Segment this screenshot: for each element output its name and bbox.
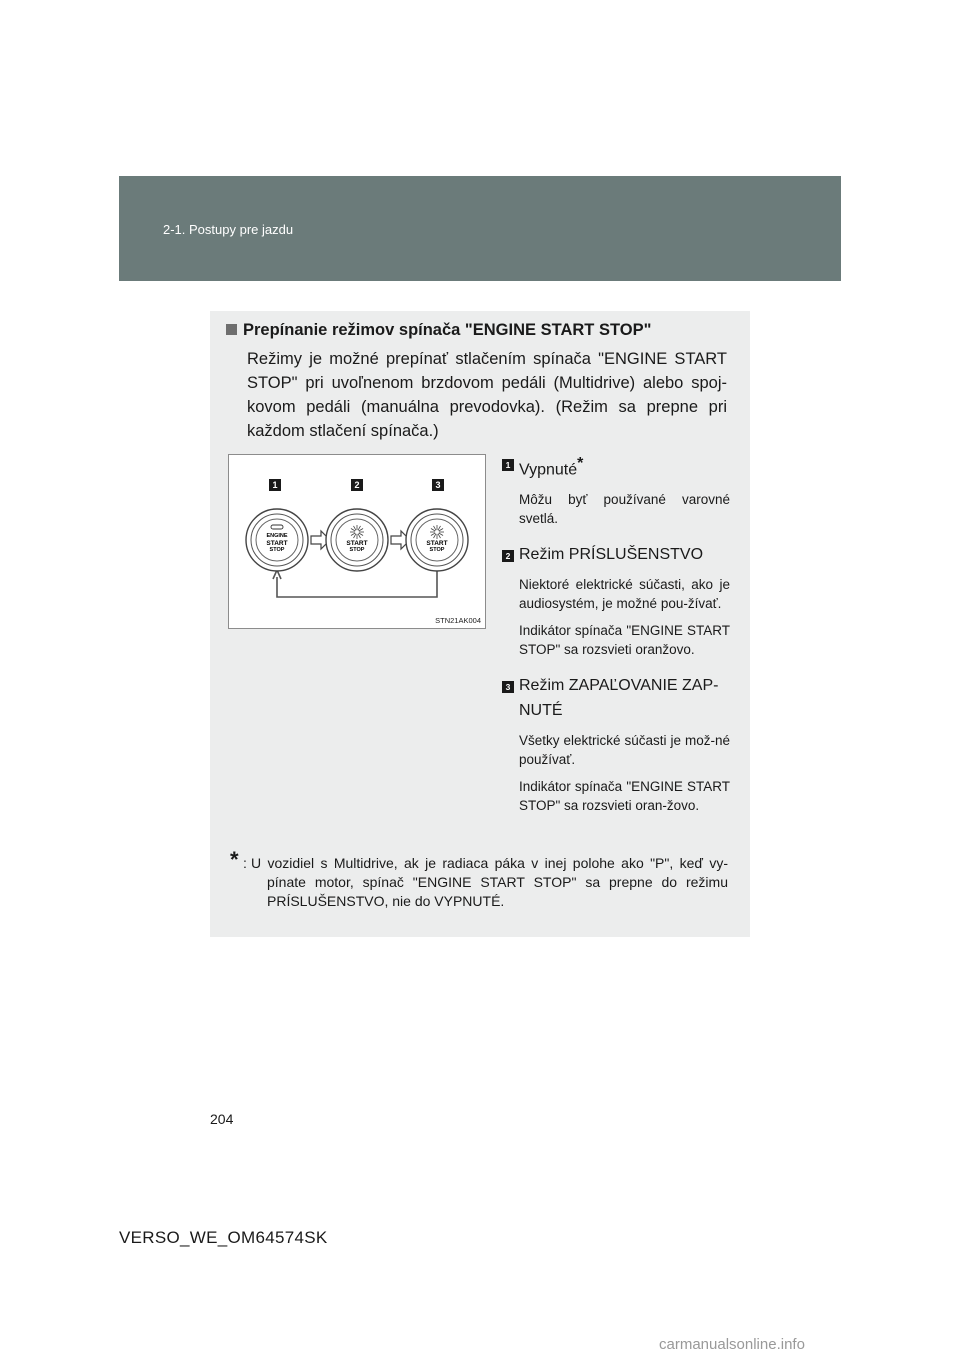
heading-square-icon <box>226 324 237 335</box>
mode-description: Všetky elektrické súčasti je mož-né používať. <box>519 733 730 768</box>
mode-description: Indikátor spínača "ENGINE START STOP" sa rozsvieti oran-žovo. <box>519 779 730 814</box>
mode-title <box>502 451 730 482</box>
svg-text:STOP: STOP <box>349 547 365 553</box>
svg-text:START: START <box>426 540 448 547</box>
document-id: VERSO_WE_OM64574SK <box>119 1228 328 1247</box>
mode-title <box>502 673 730 723</box>
mode-item-off <box>502 451 730 528</box>
mode-title-text: Vypnuté <box>519 461 578 479</box>
mode-description: Indikátor spínača "ENGINE START STOP" sa rozsvieti oranžovo. <box>519 623 730 658</box>
mode-title-text: Režim PRÍSLUŠENSTVO <box>519 546 704 564</box>
mode-title-text: Režim ZAPAĽOVANIE ZAP-NUTÉ <box>519 677 719 720</box>
svg-text:START: START <box>346 540 368 547</box>
intro-paragraph: Režimy je možné prepínať stlačením spínača "ENGINE START STOP" pri uvoľnenom brzdovom pedáli (Multidrive) alebo spoj-kovom pedáli (manuálna prevodovka). (Režim sa prepne pri každom stlačení spínača.) <box>247 350 727 440</box>
figure-code: STN21AK004 <box>435 616 481 625</box>
watermark: carmanualsonline.info <box>659 1336 805 1353</box>
section-title: 2-1. Postupy pre jazdu <box>163 222 294 237</box>
svg-text:3: 3 <box>435 480 441 490</box>
info-panel <box>210 311 750 937</box>
heading-text: Prepínanie režimov spínača "ENGINE START STOP" <box>243 321 652 339</box>
panel-heading <box>226 321 651 340</box>
mode-number-badge: 1 <box>502 459 514 471</box>
mode-number-badge: 2 <box>502 550 514 562</box>
svg-text:2: 2 <box>354 480 360 490</box>
svg-text:START: START <box>266 540 288 547</box>
mode-title <box>502 542 730 567</box>
svg-text:STOP: STOP <box>429 547 445 553</box>
switch-mode-figure <box>228 454 486 629</box>
footnote-marker: * <box>577 455 584 472</box>
mode-list <box>502 451 730 829</box>
engine-button-accessory <box>326 509 388 571</box>
mode-item-accessory <box>502 542 730 659</box>
engine-button-ignition-on <box>406 509 468 571</box>
svg-text:ENGINE: ENGINE <box>266 533 288 539</box>
return-arrow-path <box>277 571 437 597</box>
section-header <box>119 176 841 281</box>
page-number: 204 <box>210 1111 234 1127</box>
switch-mode-illustration <box>229 455 485 628</box>
footnote-asterisk: * <box>230 847 239 872</box>
svg-text:1: 1 <box>272 480 278 490</box>
footnote-colon: : <box>243 855 247 871</box>
svg-text:STOP: STOP <box>269 547 285 553</box>
footnote <box>230 847 728 911</box>
mode-description: Môžu byť používané varovné svetlá. <box>519 492 730 527</box>
mode-number-badge: 3 <box>502 681 514 693</box>
footnote-text: U vozidiel s Multidrive, ak je radiaca páka v inej polohe ako "P", keď vy-pínate motor, spínač "ENGINE START STOP" sa prepne do režimu PRÍSLUŠENSTVO, nie do VYPNUTÉ. <box>251 855 728 909</box>
mode-description: Niektoré elektrické súčasti, ako je audiosystém, je možné pou-žívať. <box>519 577 730 612</box>
mode-item-ignition-on <box>502 673 730 815</box>
engine-button-off <box>246 509 308 571</box>
